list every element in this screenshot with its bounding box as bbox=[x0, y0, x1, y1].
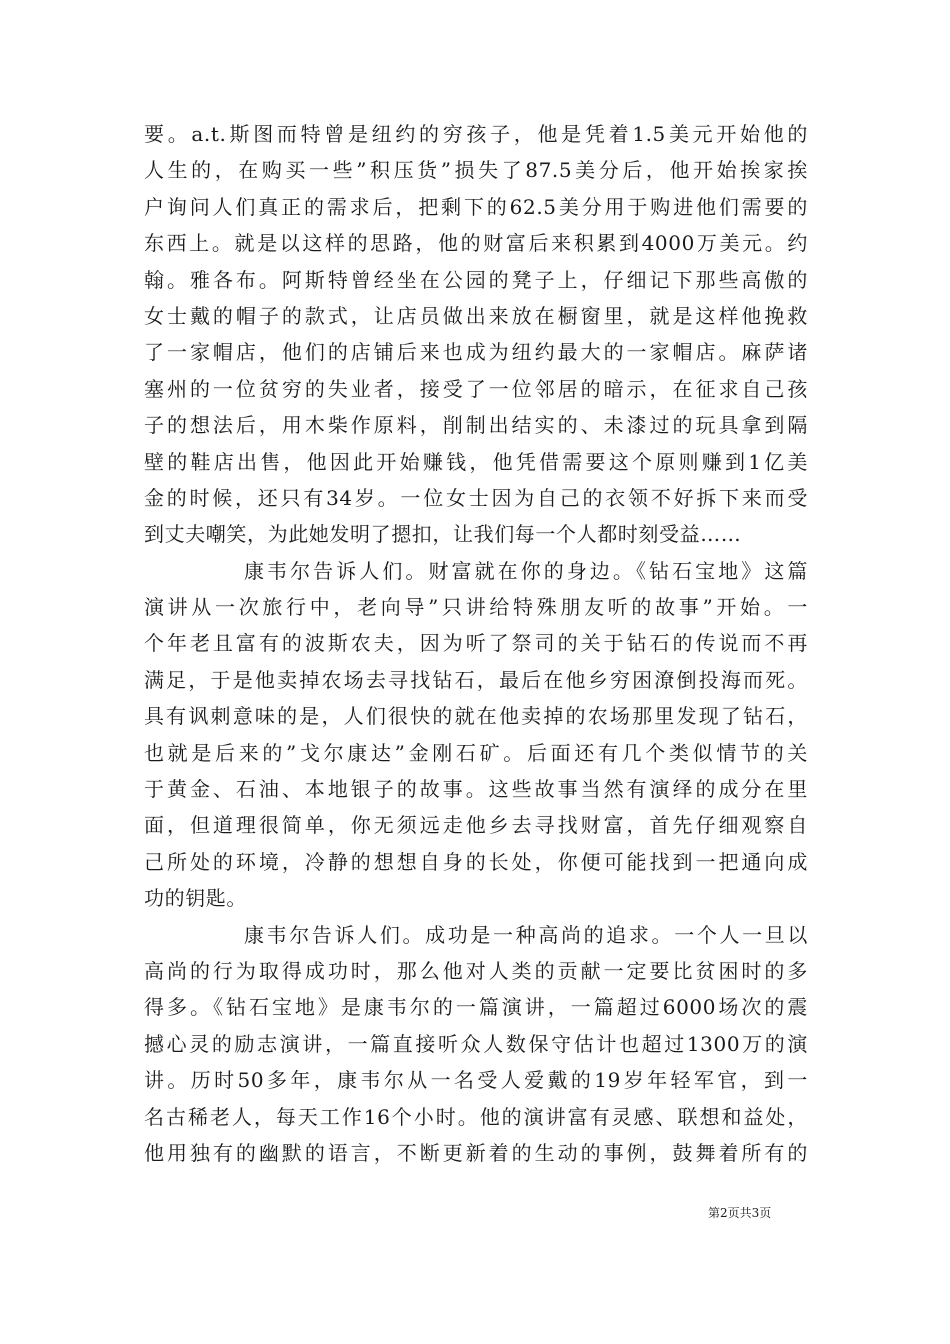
text-line: 演讲从一次旅行中，老向导”只讲给特殊朋友听的故事”开始。一 bbox=[144, 595, 808, 620]
text-line: 己所处的环境，冷静的想想自身的长处，你便可能找到一把通向成 bbox=[144, 849, 808, 874]
paragraph bbox=[144, 917, 808, 1172]
text-line: 翰。雅各布。阿斯特曾经坐在公园的凳子上，仔细记下那些高傲的 bbox=[144, 267, 808, 292]
text-line: 于黄金、石油、本地银子的故事。这些故事当然有演绎的成分在里 bbox=[144, 777, 808, 802]
text-line: 个年老且富有的波斯农夫，因为听了祭司的关于钻石的传说而不再 bbox=[144, 631, 808, 656]
text-line: 东西上。就是以这样的思路，他的财富后来积累到4000万美元。约 bbox=[144, 231, 808, 256]
text-line: 了一家帽店，他们的店铺后来也成为纽约最大的一家帽店。麻萨诸 bbox=[144, 340, 808, 365]
text-line: 也就是后来的”戈尔康达”金刚石矿。后面还有几个类似情节的关 bbox=[144, 740, 808, 765]
body-text bbox=[144, 116, 808, 1171]
text-line: 壁的鞋店出售，他因此开始赚钱，他凭借需要这个原则赚到1亿美 bbox=[144, 449, 808, 474]
text-line: 高尚的行为取得成功时，那么他对人类的贡献一定要比贫困时的多 bbox=[144, 958, 808, 983]
text-line: 面，但道理很简单，你无须远走他乡去寻找财富，首先仔细观察自 bbox=[144, 813, 808, 838]
text-line: 撼心灵的励志演讲，一篇直接听众人数保守估计也超过1300万的演 bbox=[144, 1031, 808, 1056]
text-line: 得多。《钻石宝地》是康韦尔的一篇演讲，一篇超过6000场次的震 bbox=[144, 995, 808, 1020]
text-line: 他用独有的幽默的语言，不断更新着的生动的事例，鼓舞着所有的 bbox=[144, 1140, 808, 1165]
text-line: 人生的，在购买一些”积压货”损失了87.5美分后，他开始挨家挨 bbox=[144, 158, 808, 183]
text-line: 要。a.t.斯图而特曾是纽约的穷孩子，他是凭着1.5美元开始他的 bbox=[144, 122, 808, 146]
text-line: 女士戴的帽子的款式，让店员做出来放在橱窗里，就是这样他挽救 bbox=[144, 303, 808, 328]
text-line: 户询问人们真正的需求后，把剩下的62.5美分用于购进他们需要的 bbox=[144, 194, 808, 219]
paragraph bbox=[144, 553, 808, 917]
text-line: 名古稀老人，每天工作16个小时。他的演讲富有灵感、联想和益处， bbox=[144, 1104, 808, 1129]
text-line: 塞州的一位贫穷的失业者，接受了一位邻居的暗示，在征求自己孩 bbox=[144, 376, 808, 401]
text-line: 满足，于是他卖掉农场去寻找钻石，最后在他乡穷困潦倒投海而死。 bbox=[144, 667, 808, 692]
text-line: 金的时候，还只有34岁。一位女士因为自己的衣领不好拆下来而受 bbox=[144, 485, 808, 510]
text-line: 具有讽刺意味的是，人们很快的就在他卖掉的农场那里发现了钻石， bbox=[144, 704, 808, 729]
text-line: 康韦尔告诉人们。财富就在你的身边。《钻石宝地》这篇 bbox=[244, 558, 808, 583]
page-footer: 第2页共3页 bbox=[708, 1206, 772, 1220]
text-line: 讲。历时50多年，康韦尔从一名受人爱戴的19岁年轻军官，到一 bbox=[144, 1068, 808, 1093]
paragraph bbox=[144, 116, 808, 553]
text-line: 子的想法后，用木柴作原料，削制出结实的、未漆过的玩具拿到隔 bbox=[144, 413, 808, 438]
text-line: 到丈夫嘲笑，为此她发明了摁扣，让我们每一个人都时刻受益…… bbox=[144, 522, 742, 547]
text-line: 康韦尔告诉人们。成功是一种高尚的追求。一个人一旦以 bbox=[244, 922, 808, 947]
text-line: 功的钥匙。 bbox=[144, 886, 247, 911]
